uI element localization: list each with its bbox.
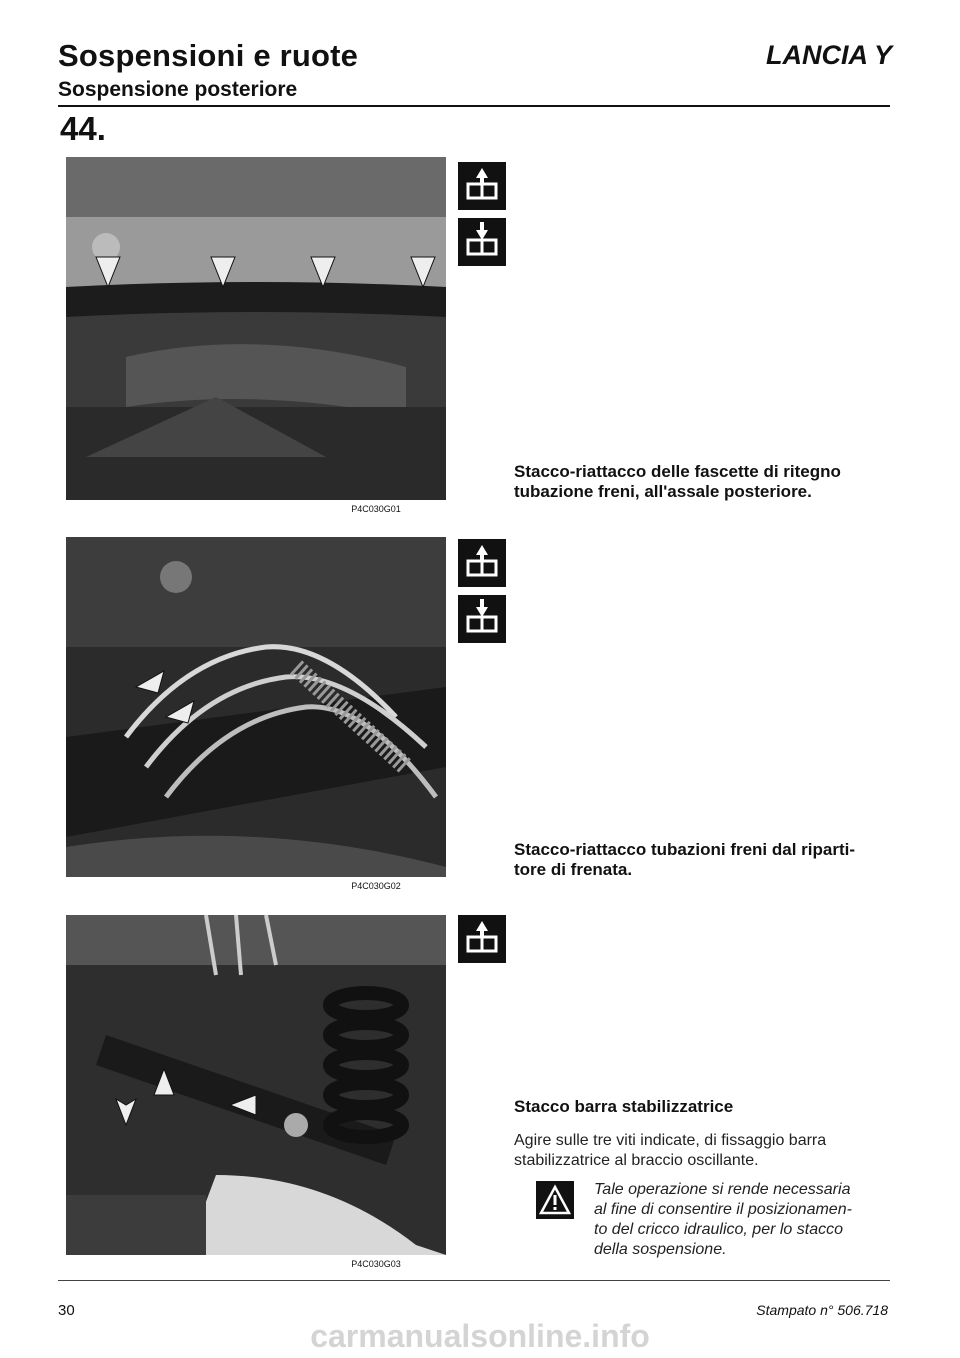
warning-icon xyxy=(536,1181,574,1219)
install-icon xyxy=(458,595,506,643)
remove-icon xyxy=(458,539,506,587)
print-reference: Stampato n° 506.718 xyxy=(756,1302,888,1318)
photo-caption: P4C030G01 xyxy=(351,504,401,514)
fig1-heading: Stacco-riattacco delle fascette di ritegno tubazione freni, all'assale posteriore. xyxy=(514,462,841,501)
section-number: 44. xyxy=(60,110,106,147)
page-title: Sospensioni e ruote xyxy=(58,38,359,73)
photo-stabilizer-bar xyxy=(66,915,446,1255)
warning-note: Tale operazione si rende necessaria al fine di consentire il posizionamen- to del cricco idraulico, per lo stacco della sospensione. xyxy=(594,1181,852,1258)
header-divider xyxy=(58,105,890,107)
photo-rear-axle-brake-clips xyxy=(66,157,446,500)
page-subtitle: Sospensione posteriore xyxy=(58,78,298,101)
watermark: carmanualsonline.info xyxy=(310,1318,650,1354)
footer-divider xyxy=(58,1280,890,1281)
page-number: 30 xyxy=(58,1302,75,1319)
photo-caption: P4C030G02 xyxy=(351,881,401,891)
remove-icon xyxy=(458,162,506,210)
photo-brake-pressure-regulator xyxy=(66,537,446,877)
fig3-heading: Stacco barra stabilizzatrice xyxy=(514,1097,734,1116)
photo-caption: P4C030G03 xyxy=(351,1259,401,1269)
remove-icon xyxy=(458,915,506,963)
fig2-heading: Stacco-riattacco tubazioni freni dal riparti- tore di frenata. xyxy=(514,840,856,879)
install-icon xyxy=(458,218,506,266)
brand-logo: LANCIA Y xyxy=(765,40,892,70)
fig3-body: Agire sulle tre viti indicate, di fissaggio barra stabilizzatrice al braccio oscillante. xyxy=(514,1132,827,1169)
